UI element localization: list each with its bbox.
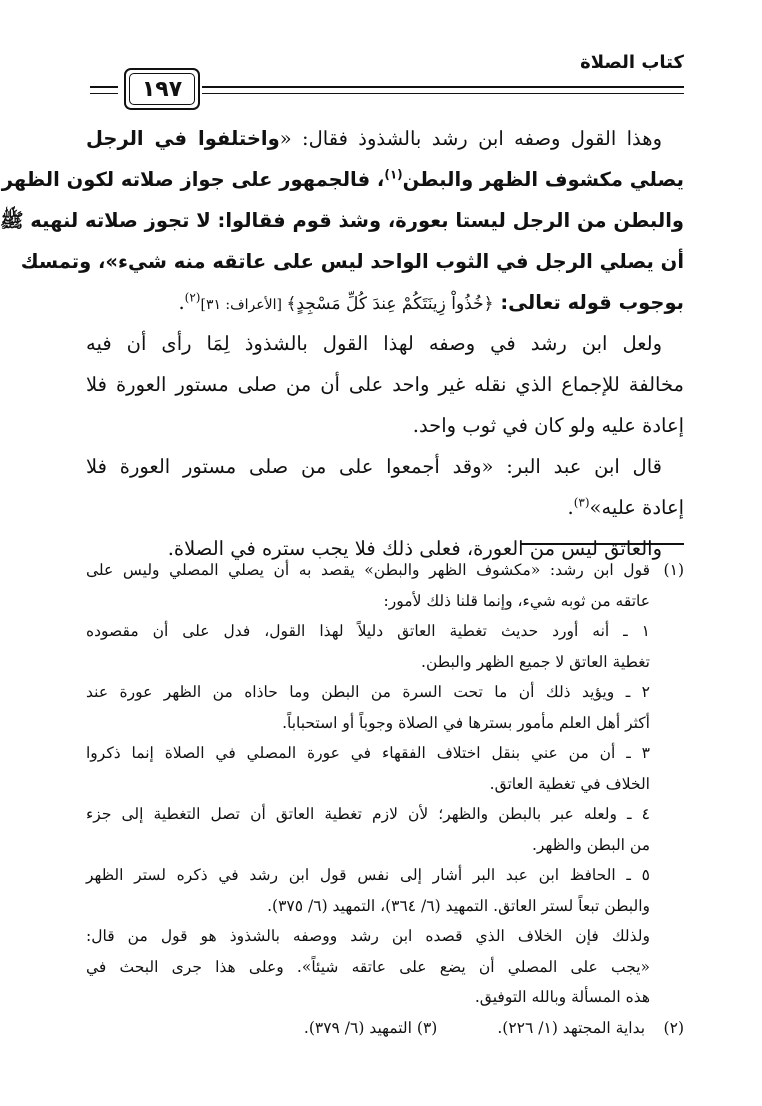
footnote-line: ٤ ـ ولعله عبر بالبطن والظهر؛ لأن لازم تغطية العاتق أن تصل التغطية إلى جزء xyxy=(86,805,650,823)
quote-text: ، فالجمهور على جواز صلاته لكون الظهر xyxy=(1,168,385,191)
text-run: وهذا القول وصفه ابن رشد بالشذوذ فقال: « xyxy=(279,127,662,150)
quote-text: واختلفوا في الرجل xyxy=(86,127,280,150)
footnote-2 xyxy=(497,1013,684,1044)
footnote-line: «يجب على المصلي أن يضع على عاتقه شيئاً». وعلى هذا جرى البحث في xyxy=(86,957,650,976)
text-line xyxy=(1,159,684,200)
text-line xyxy=(86,282,684,323)
text-line xyxy=(20,241,684,282)
footnote-number: (١) xyxy=(663,561,684,579)
footnote-line: ٣ ـ أن من عني بنقل اختلاف الفقهاء في عورة المصلي في الصلاة إنما ذكروا xyxy=(86,744,650,762)
running-head: كتاب الصلاة xyxy=(580,52,684,73)
footnote-line xyxy=(86,555,684,586)
quote-text: »، وتمسك xyxy=(20,250,119,273)
footnote-text: التمهيد (٦/ ٣٧٩). xyxy=(303,1018,412,1037)
text-line xyxy=(86,487,684,528)
page-header xyxy=(90,40,684,100)
footnote-ref: (٣) xyxy=(573,495,590,510)
text-run: . xyxy=(178,291,185,314)
quran-verse: ﴿خُذُواْ زِينَتَكُمْ عِندَ كُلِّ مَسْجِدٍ﴾ xyxy=(286,294,494,314)
footnote-text: قول ابن رشد: «مكشوف الظهر والبطن» يقصد به أن يصلي المصلي وليس على xyxy=(86,561,650,579)
text-line: والعاتق ليس من العورة، فعلى ذلك فلا يجب ستره في الصلاة. xyxy=(167,537,662,560)
footnote-line: ٥ ـ الحافظ ابن عبد البر أشار إلى نفس قول ابن رشد في ذكره لستر الظهر xyxy=(86,866,650,884)
quote-text: بوجوب قوله تعالى: xyxy=(493,291,684,314)
footnotes xyxy=(86,555,684,1043)
footnote-line: تغطية العاتق لا جميع الظهر والبطن. xyxy=(421,652,650,671)
text-run: . xyxy=(567,496,574,519)
footnote-3 xyxy=(304,1013,437,1044)
header-rule-short xyxy=(90,86,118,94)
text-line: مخالفة للإجماع الذي نقله غير واحد على أن من صلى مستور العورة فلا xyxy=(86,373,684,396)
verse-citation: [الأعراف: ٣١] xyxy=(200,297,287,313)
text-line: قال ابن عبد البر: «وقد أجمعوا على من صلى مستور العورة فلا xyxy=(86,455,662,478)
quote-text: يصلي مكشوف الظهر والبطن xyxy=(402,168,684,191)
text-line xyxy=(86,118,684,159)
footnote-line: ١ ـ أنه أورد حديث تغطية العاتق دليلاً لهذا القول، فدل على أن مقصوده xyxy=(86,622,650,640)
footnote-line: والبطن تبعاً لستر العاتق. التمهيد (٦/ ٣٦٤)، التمهيد (٦/ ٣٧٥). xyxy=(267,896,650,915)
text-line: والبطن من الرجل ليستا بعورة، وشذ قوم فقالوا: لا تجوز صلاته لنهيه ﷺ xyxy=(0,209,684,232)
footnote-line: هذه المسألة وبالله التوفيق. xyxy=(474,988,650,1006)
quote-text: أن يصلي الرجل في الثوب الواحد ليس على عاتقه منه شيء xyxy=(118,250,684,273)
footnote-line: عاتقه من ثوبه شيء، وإنما قلنا ذلك لأمور: xyxy=(383,591,650,610)
header-rule xyxy=(202,86,684,94)
footnote-line xyxy=(86,1013,684,1044)
footnote-line: ٢ ـ ويؤيد ذلك أن ما تحت السرة من البطن وما حاذاه من الظهر عورة عند xyxy=(86,683,650,701)
footnote-line: من البطن والظهر. xyxy=(531,835,650,854)
text-line: إعادة عليه ولو كان في ثوب واحد. xyxy=(412,414,684,437)
footnote-ref: (١) xyxy=(384,167,403,182)
main-text xyxy=(0,118,684,569)
text-run: إعادة عليه» xyxy=(589,496,684,519)
footnote-line: الخلاف في تغطية العاتق. xyxy=(489,774,650,793)
footnote-line: ولذلك فإن الخلاف الذي قصده ابن رشد ووصفه بالشذوذ هو قول من قال: xyxy=(86,927,650,945)
footnote-text: بداية المجتهد (١/ ٢٢٦). xyxy=(497,1018,646,1037)
text-line: ولعل ابن رشد في وصفه لهذا القول بالشذوذ لِمَا رأى أن فيه xyxy=(86,332,662,355)
footnote-line: أكثر أهل العلم مأمور بسترها في الصلاة وجوباً أو استحباباً. xyxy=(282,713,650,732)
footnote-separator xyxy=(520,543,684,545)
page-number: ١٩٧ xyxy=(124,68,200,110)
footnote-number: (٣) xyxy=(416,1018,438,1037)
footnote-number: (٢) xyxy=(663,1018,684,1037)
footnote-ref: (٢) xyxy=(184,290,201,305)
